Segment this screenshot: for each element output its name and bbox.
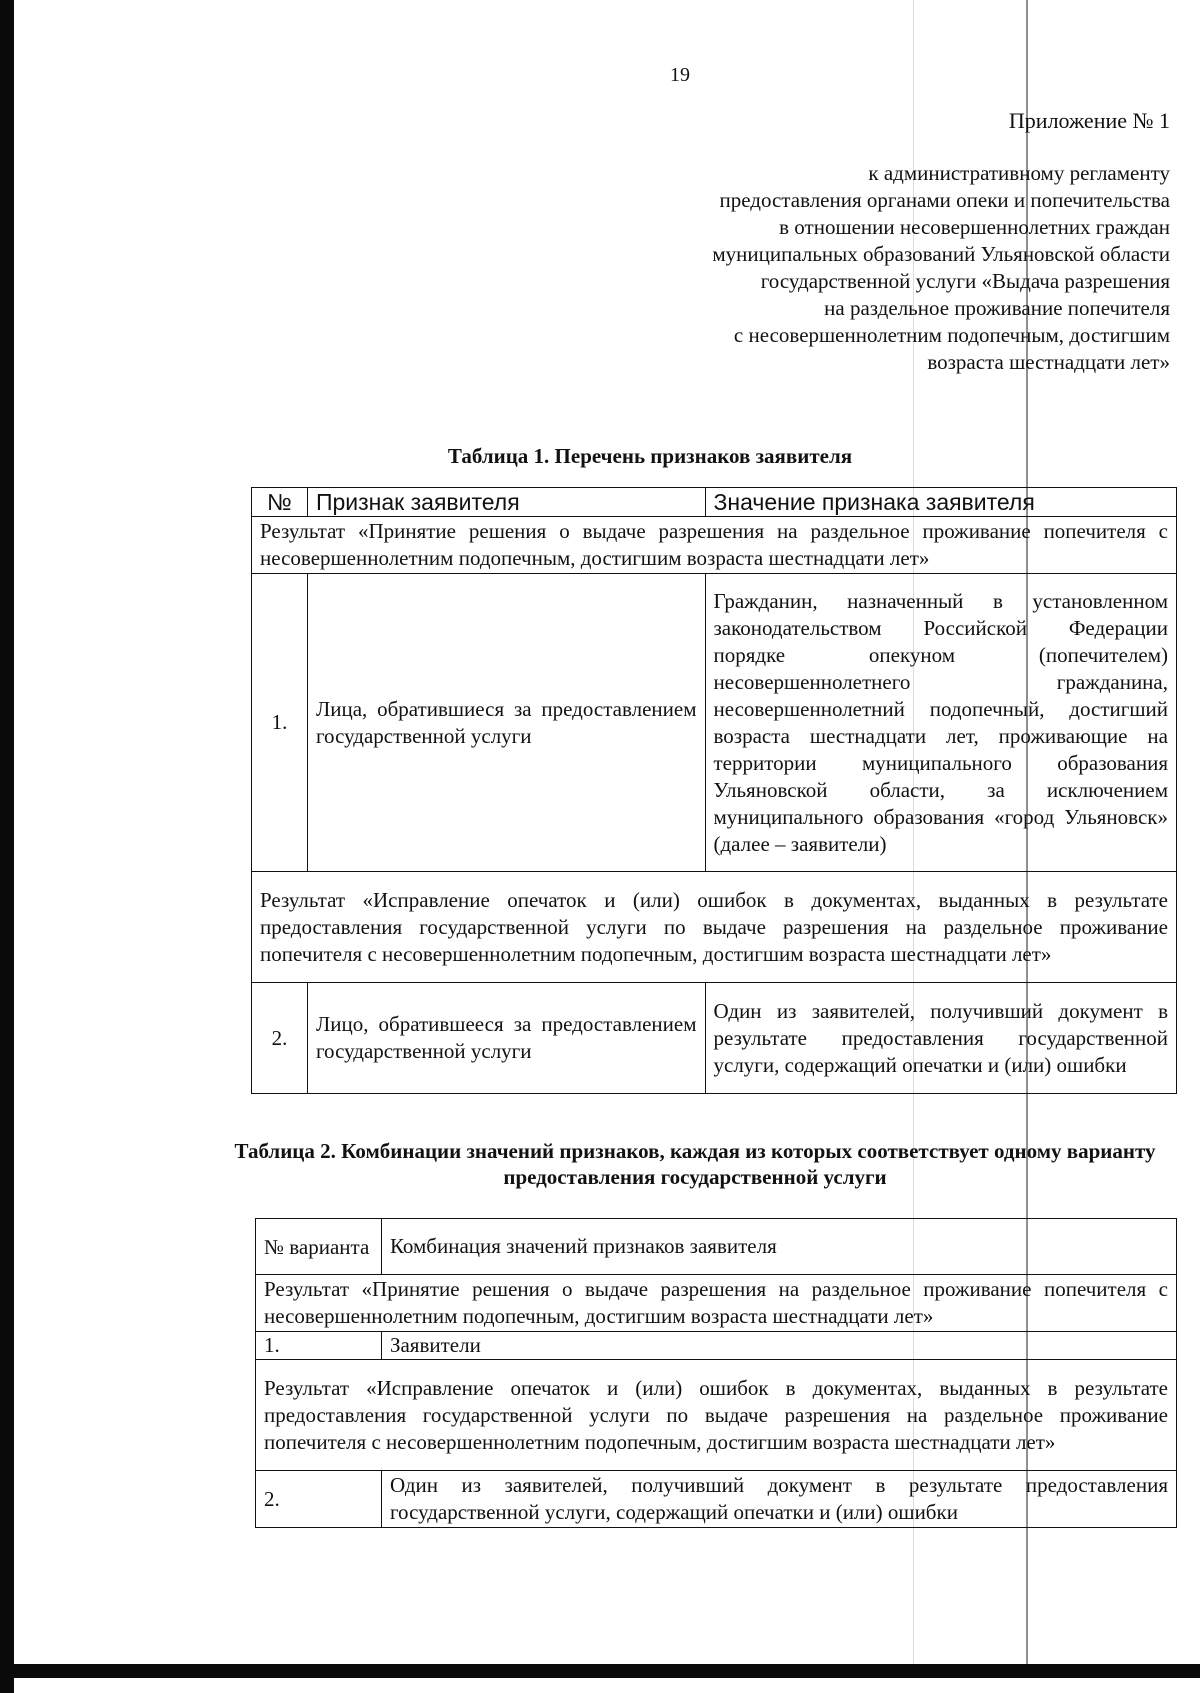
table2-header-num: № варианта: [256, 1219, 382, 1275]
appendix-title: Приложение № 1: [1008, 108, 1170, 133]
table2: [255, 1218, 1177, 1528]
table1-row-num: 1.: [252, 574, 308, 872]
table1-row-value: Один из заявителей, получивший документ в результате предоставления государственной услуги, содержащий опечатки и (или) ошибки: [705, 983, 1177, 1094]
table1-header-feature: Признак заявителя: [307, 488, 705, 517]
table1-caption: Таблица 1. Перечень признаков заявителя: [447, 444, 853, 468]
table2-row: [256, 1471, 1177, 1528]
appendix-line: возраста шестнадцати лет»: [927, 350, 1170, 374]
table2-row-num: 1.: [256, 1332, 382, 1360]
table1: [251, 487, 1177, 1094]
table1-row-feature: Лица, обратившиеся за предоставлением государственной услуги: [307, 574, 705, 872]
page-number: 19: [670, 64, 690, 86]
table2-result-row: [256, 1275, 1177, 1332]
table1-result-row: [252, 872, 1177, 983]
appendix-line: на раздельное проживание попечителя: [824, 296, 1170, 320]
table2-result-row: [256, 1360, 1177, 1471]
table1-row-feature: Лицо, обратившееся за предоставлением государственной услуги: [307, 983, 705, 1094]
table1-header-value: Значение признака заявителя: [705, 488, 1177, 517]
appendix-line: государственной услуги «Выдача разрешения: [760, 269, 1170, 293]
table2-caption: Таблица 2. Комбинации значений признаков, каждая из которых соответствует одному варианту предоставления государственной услуги: [234, 1139, 1156, 1189]
table2-row-value: Заявители: [381, 1332, 1176, 1360]
table2-result-2: Результат «Исправление опечаток и (или) ошибок в документах, выданных в результате предоставления государственной услуги по выдаче разрешения на раздельное проживание попечителя с несовершеннолетним подопечным, достигшим возраста шестнадцати лет»: [256, 1360, 1177, 1471]
table1-header-num: №: [252, 488, 308, 517]
table2-header-value: Комбинация значений признаков заявителя: [381, 1219, 1176, 1275]
scan-edge-left: [0, 0, 14, 1693]
appendix-line: с несовершеннолетним подопечным, достигшим: [733, 323, 1170, 347]
appendix-line: предоставления органами опеки и попечительства: [719, 188, 1170, 212]
appendix-line: в отношении несовершеннолетних граждан: [779, 215, 1170, 239]
appendix-line: к административному регламенту: [868, 161, 1170, 185]
table2-header-row: [256, 1219, 1177, 1275]
table2-row-num: 2.: [256, 1471, 382, 1528]
table2-row-value: Один из заявителей, получивший документ в результате предоставления государственной услуги, содержащий опечатки и (или) ошибки: [381, 1471, 1176, 1528]
table1-result-1: Результат «Принятие решения о выдаче разрешения на раздельное проживание попечителя с несовершеннолетним подопечным, достигшим возраста шестнадцати лет»: [252, 517, 1177, 574]
table1-row: [252, 574, 1177, 872]
table1-header-row: [252, 488, 1177, 517]
scan-edge-bottom: [0, 1664, 1200, 1678]
table2-result-1: Результат «Принятие решения о выдаче разрешения на раздельное проживание попечителя с несовершеннолетним подопечным, достигшим возраста шестнадцати лет»: [256, 1275, 1177, 1332]
table1-row: [252, 983, 1177, 1094]
table2-row: [256, 1332, 1177, 1360]
table1-row-num: 2.: [252, 983, 308, 1094]
table1-result-2: Результат «Исправление опечаток и (или) ошибок в документах, выданных в результате предоставления государственной услуги по выдаче разрешения на раздельное проживание попечителя с несовершеннолетним подопечным, достигшим возраста шестнадцати лет»: [252, 872, 1177, 983]
table1-result-row: [252, 517, 1177, 574]
appendix-line: муниципальных образований Ульяновской области: [712, 242, 1170, 266]
table1-row-value: Гражданин, назначенный в установленном законодательством Российской Федерации порядке опекуном (попечителем) несовершеннолетнего гражданина, несовершеннолетний подопечный, достигший возраста шестнадцати лет, проживающие на территории муниципального образования Ульяновской области, за исключением муниципального образования «город Ульяновск» (далее – заявители): [705, 574, 1177, 872]
appendix-subtitle: [470, 160, 1170, 376]
